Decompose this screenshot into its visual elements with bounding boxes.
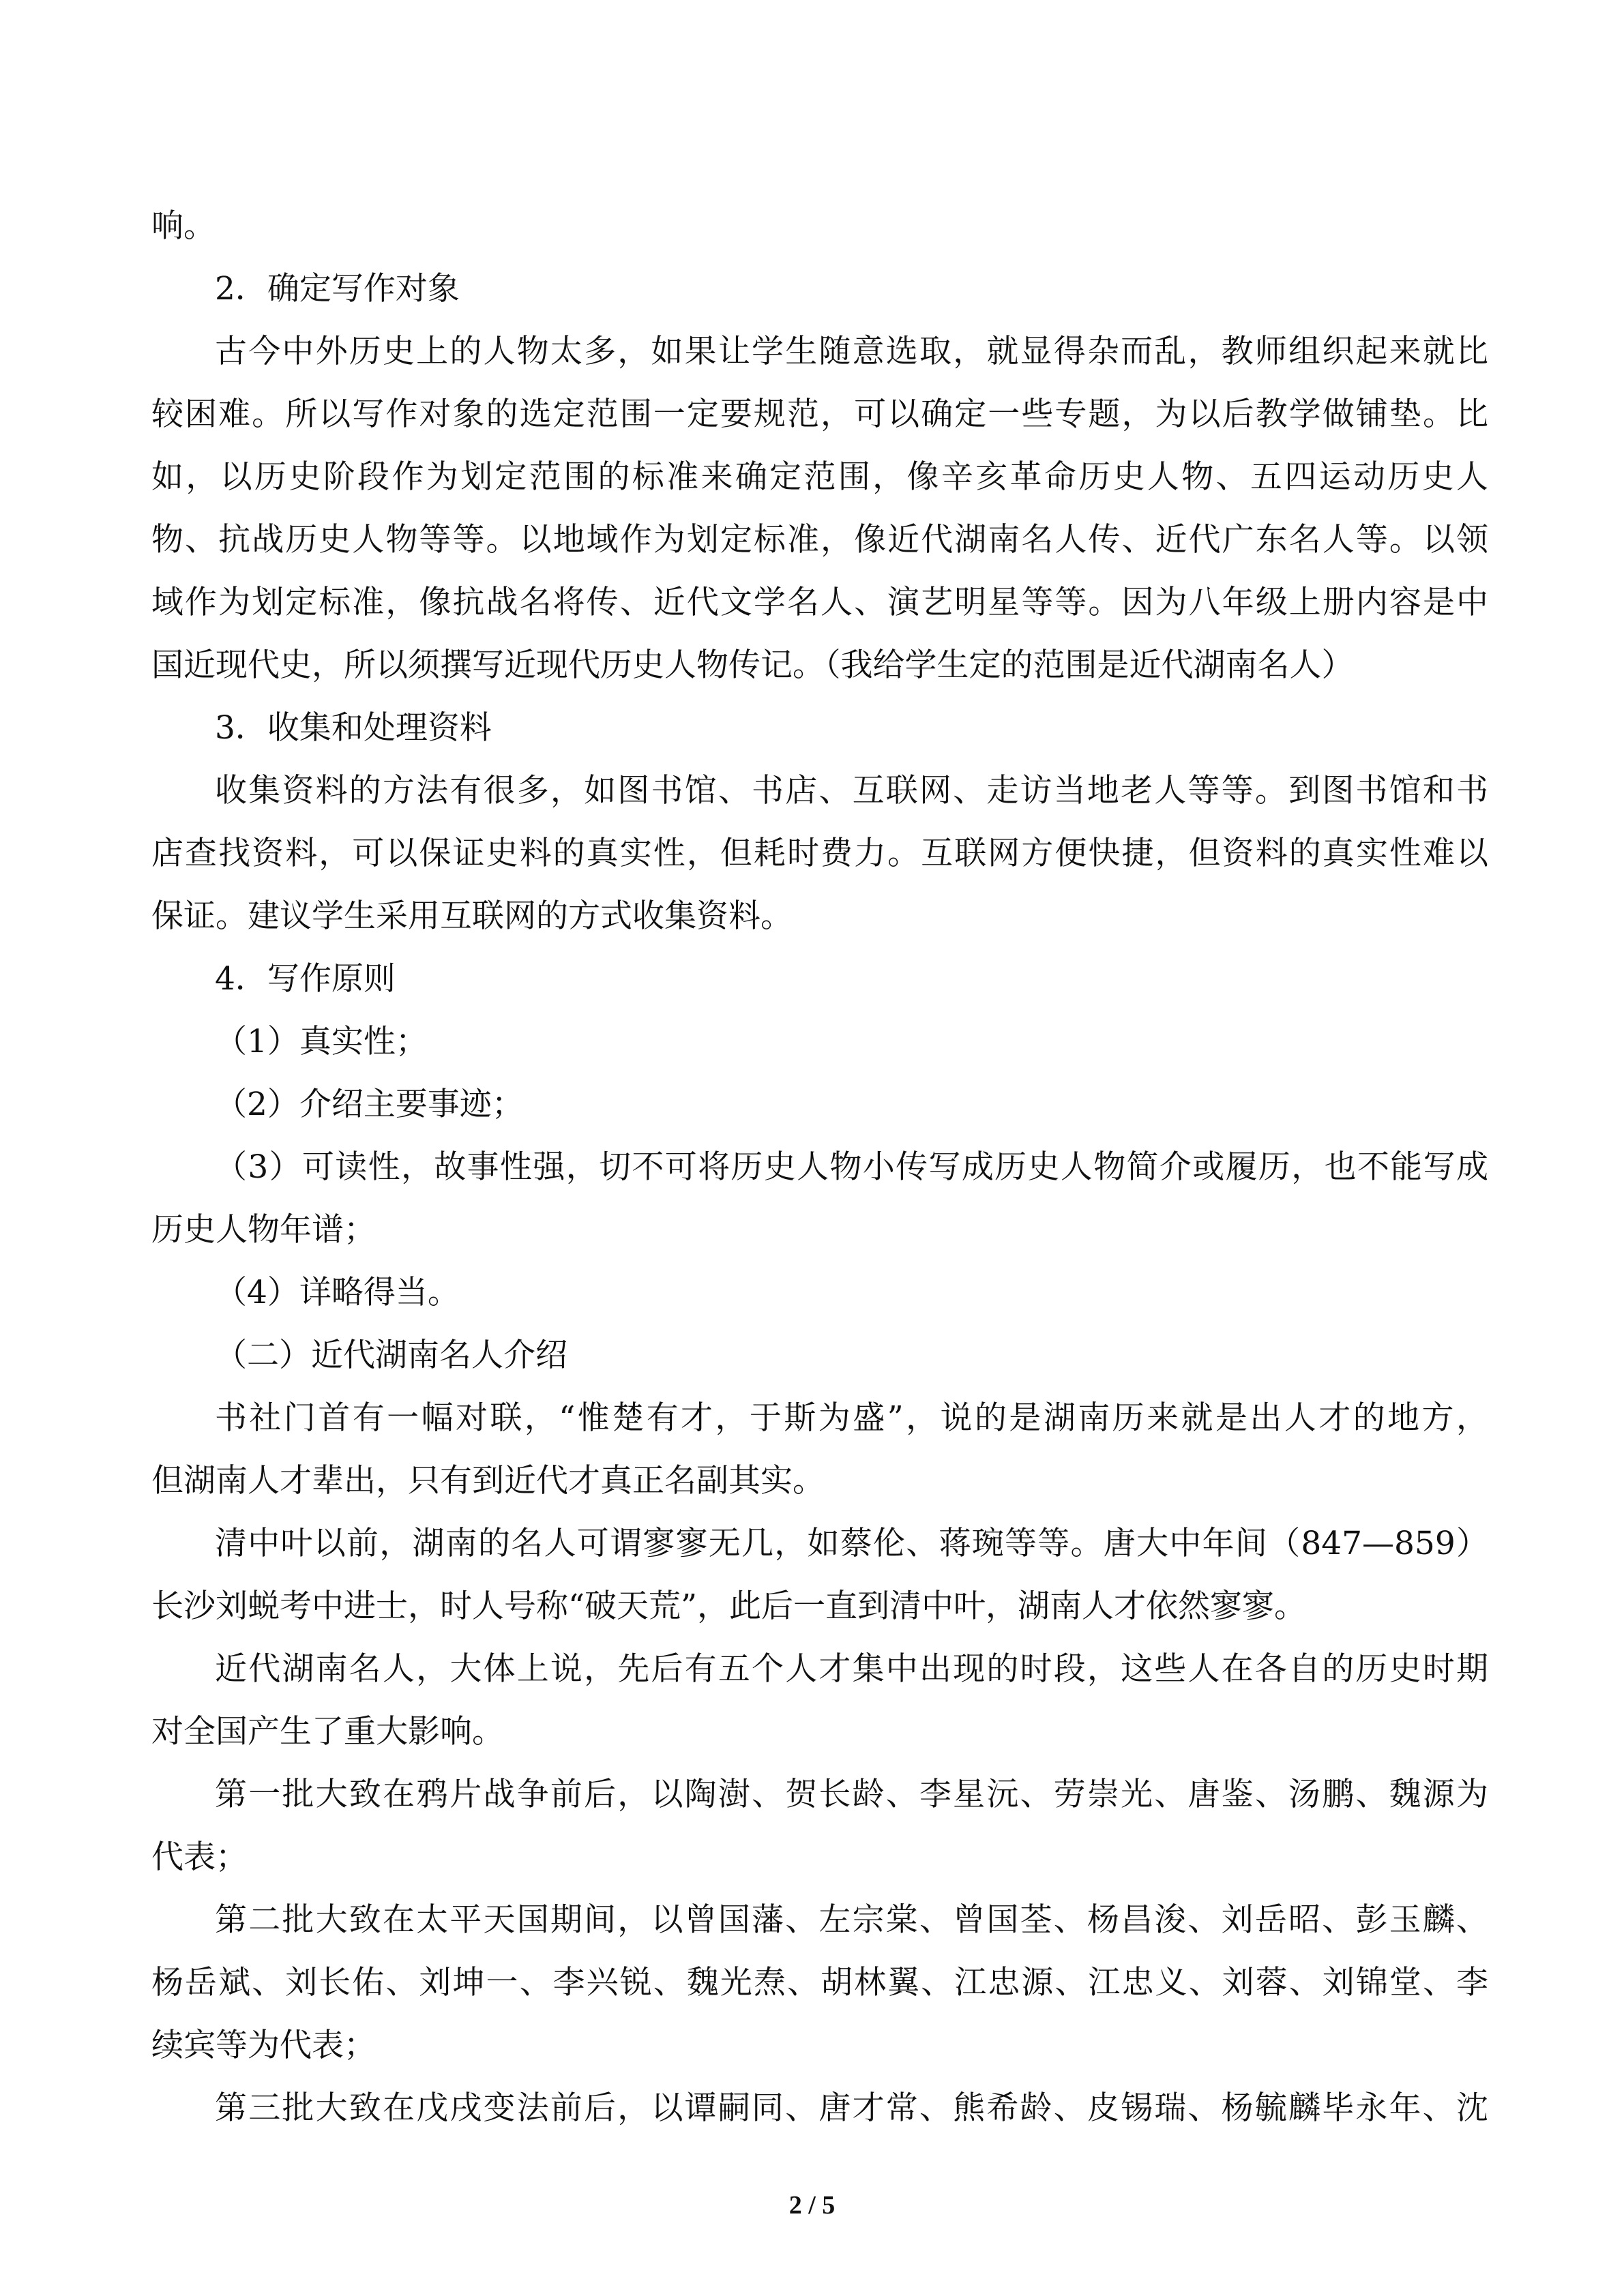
list-item: （4）详略得当。 <box>215 1274 460 1311</box>
text-line: 杨岳斌、刘长佑、刘坤一、李兴锐、魏光焘、胡林翼、江忠源、江忠义、刘蓉、刘锦堂、李 <box>151 1964 1488 2001</box>
text-line: 第三批大致在戊戌变法前后，以谭嗣同、唐才常、熊希龄、皮锡瑞、杨毓麟毕永年、沈 <box>215 2089 1488 2127</box>
text-line: 如，以历史阶段作为划定范围的标准来确定范围，像辛亥革命历史人物、五四运动历史人 <box>151 458 1488 496</box>
text-line: 域作为划定标准，像抗战名将传、近代文学名人、演艺明星等等。因为八年级上册内容是中 <box>151 584 1488 621</box>
text-line: 较困难。所以写作对象的选定范围一定要规范，可以确定一些专题，为以后教学做铺垫。比 <box>151 396 1488 433</box>
text-line: 代表； <box>151 1838 248 1876</box>
text-line: 对全国产生了重大影响。 <box>151 1713 504 1750</box>
text-line: 续宾等为代表； <box>151 2027 376 2064</box>
text-line: 店查找资料，可以保证史料的真实性，但耗时费力。互联网方便快捷，但资料的真实性难以 <box>151 835 1488 872</box>
text-line: 国近现代史，所以须撰写近现代历史人物传记。（我给学生定的范围是近代湖南名人） <box>151 646 1354 684</box>
text-line: 第二批大致在太平天国期间，以曾国藩、左宗棠、曾国荃、杨昌浚、刘岳昭、彭玉麟、 <box>215 1901 1488 1939</box>
text-line: 但湖南人才辈出，只有到近代才真正名副其实。 <box>151 1462 825 1500</box>
text-line: 清中叶以前，湖南的名人可谓寥寥无几，如蔡伦、蒋琬等等。唐大中年间（847—859） <box>215 1525 1488 1562</box>
text-line: 物、抗战历史人物等等。以地域作为划定标准，像近代湖南名人传、近代广东名人等。以领 <box>151 521 1488 558</box>
text-line: 历史人物年谱； <box>151 1211 376 1249</box>
section-heading: 4．写作原则 <box>215 960 396 998</box>
text-line: 收集资料的方法有很多，如图书馆、书店、互联网、走访当地老人等等。到图书馆和书 <box>215 772 1488 809</box>
text-line: 响。 <box>151 207 216 245</box>
list-item: （3）可读性，故事性强，切不可将历史人物小传写成历史人物简介或履历，也不能写成 <box>215 1148 1488 1186</box>
section-heading: （二）近代湖南名人介绍 <box>215 1337 567 1374</box>
section-heading: 3．收集和处理资料 <box>215 709 492 747</box>
text-line: 长沙刘蜕考中进士，时人号称“破天荒”，此后一直到清中叶，湖南人才依然寥寥。 <box>151 1587 1307 1625</box>
list-item: （2）介绍主要事迹； <box>215 1086 524 1123</box>
text-line: 第一批大致在鸦片战争前后，以陶澍、贺长龄、李星沅、劳崇光、唐鉴、汤鹏、魏源为 <box>215 1776 1488 1813</box>
text-line: 书社门首有一幅对联，“惟楚有才，于斯为盛”，说的是湖南历来就是出人才的地方， <box>215 1399 1488 1437</box>
section-heading: 2．确定写作对象 <box>215 270 460 308</box>
text-line: 近代湖南名人，大体上说，先后有五个人才集中出现的时段，这些人在各自的历史时期 <box>215 1650 1488 1688</box>
text-line: 古今中外历史上的人物太多，如果让学生随意选取，就显得杂而乱，教师组织起来就比 <box>215 333 1488 370</box>
page-number: 2 / 5 <box>788 2191 836 2220</box>
text-line: 保证。建议学生采用互联网的方式收集资料。 <box>151 897 793 935</box>
list-item: （1）真实性； <box>215 1023 428 1060</box>
